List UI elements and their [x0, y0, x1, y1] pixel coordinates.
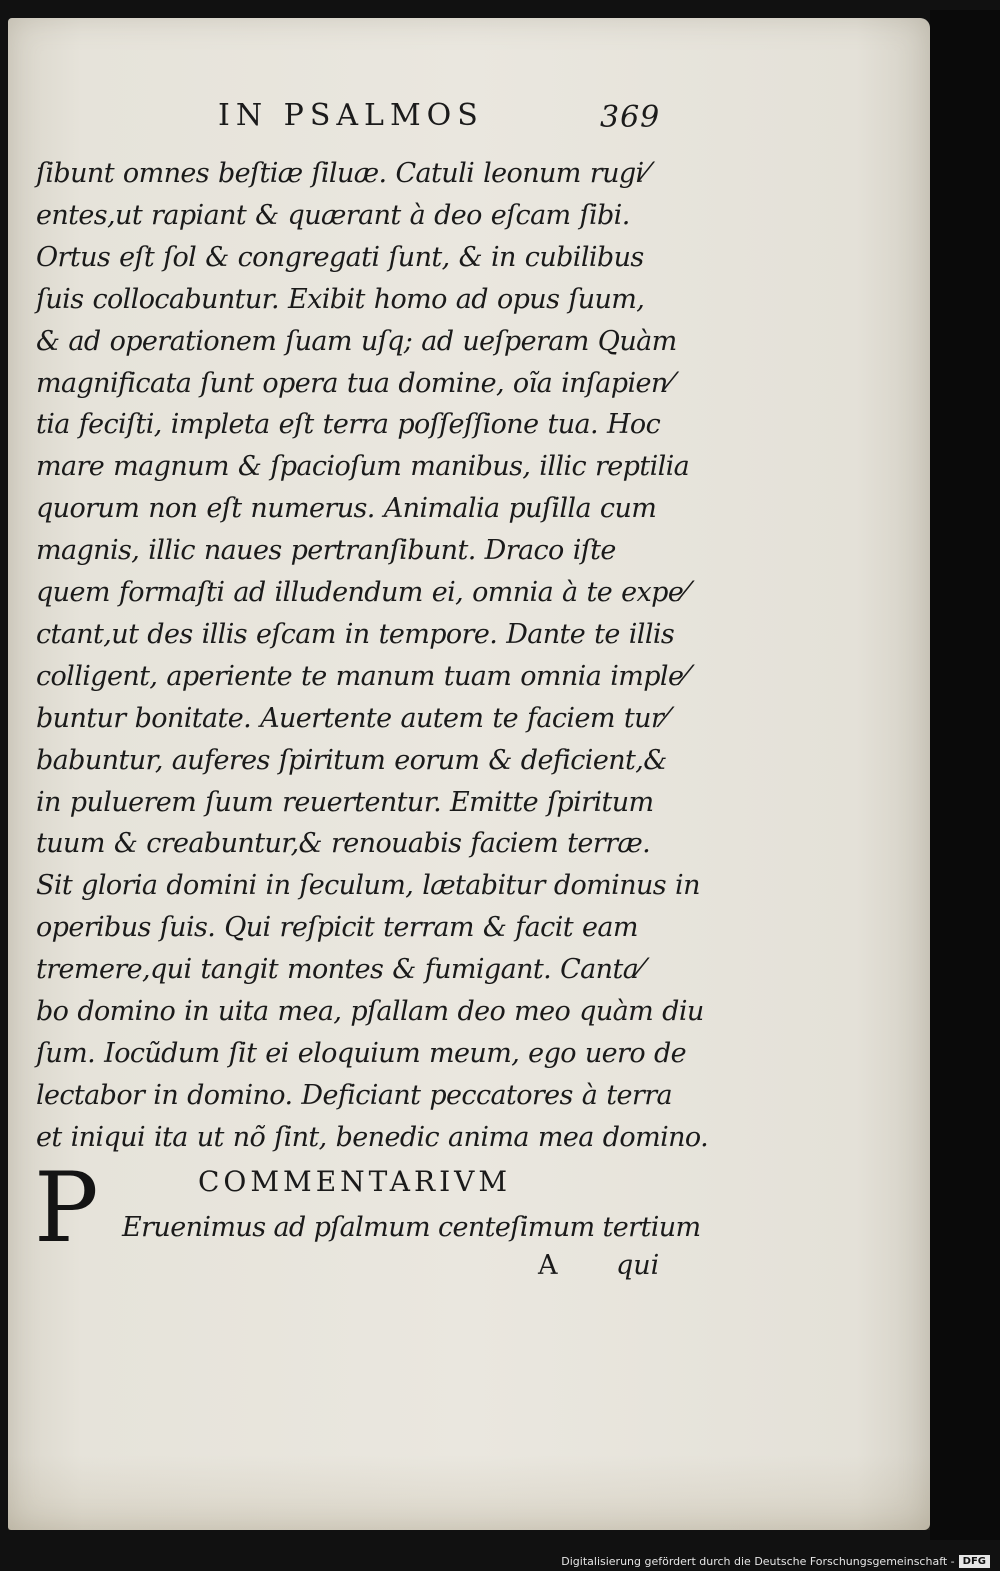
running-head-title: IN PSALMOS	[218, 98, 484, 133]
text-line: & ad operationem ſuam uſq; ad ueſperam Quàm	[36, 325, 677, 357]
digitization-footer	[561, 1555, 990, 1568]
text-line: ſum. Iocũdum ſit ei eloquium meum, ego uero de	[36, 1037, 687, 1069]
signature-mark: A	[538, 1250, 558, 1281]
text-line: tuum & creabuntur,& renouabis faciem terræ.	[36, 828, 651, 860]
text-line: in puluerem ſuum reuertentur. Emitte ſpiritum	[36, 786, 654, 818]
text-line: babuntur, auferes ſpiritum eorum & deficient,&	[36, 744, 667, 776]
text-line: Sit gloria domini in ſeculum, lætabitur dominus in	[36, 870, 700, 902]
text-line: mare magnum & ſpacioſum manibus, illic reptilia	[36, 451, 690, 483]
text-line: et iniqui ita ut nõ ſint, benedic anima mea domino.	[36, 1121, 709, 1153]
text-line: ſibunt omnes beſtiæ ſiluæ. Catuli leonum rugi⁄	[36, 158, 648, 189]
text-line: Ortus eſt ſol & congregati ſunt, & in cubilibus	[36, 241, 644, 273]
catchword: qui	[616, 1250, 660, 1281]
commentary-first-line: Eruenimus ad pſalmum centeſimum tertium	[122, 1212, 701, 1243]
text-line: operibus ſuis. Qui reſpicit terram & facit eam	[36, 912, 638, 944]
scan-dark-margin	[930, 10, 1000, 1540]
dfg-logo: DFG	[959, 1555, 990, 1568]
text-line: buntur bonitate. Auertente autem te faciem tur⁄	[36, 702, 668, 734]
text-line: tia feciſti, impleta eſt terra poſſeſſione tua. Hoc	[36, 409, 661, 441]
text-line: quem formaſti ad illudendum ei, omnia à te expe⁄	[36, 577, 688, 608]
text-line: magnificata ſunt opera tua domine, oĩa inſapien⁄	[36, 367, 672, 399]
page-number: 369	[600, 100, 661, 135]
commentary-heading: COMMENTARIVM	[198, 1165, 512, 1198]
text-line: ctant,ut des illis eſcam in tempore. Dante te illis	[36, 618, 675, 650]
drop-cap: P	[34, 1152, 99, 1264]
text-line: ſuis collocabuntur. Exibit homo ad opus ſuum,	[36, 283, 645, 315]
text-line: bo domino in uita mea, pſallam deo meo quàm diu	[36, 996, 704, 1027]
text-line: tremere,qui tangit montes & fumigant. Canta⁄	[36, 954, 643, 986]
text-line: magnis, illic naues pertranſibunt. Draco iſte	[36, 535, 616, 567]
page-stain	[8, 1455, 930, 1530]
footer-text: Digitalisierung gefördert durch die Deutsche Forschungsgemeinschaft -	[561, 1555, 955, 1568]
text-line: entes,ut rapiant & quærant à deo eſcam ſibi.	[36, 199, 630, 231]
text-line: lectabor in domino. Deficiant peccatores à terra	[36, 1079, 673, 1111]
text-line: quorum non eſt numerus. Animalia puſilla cum	[36, 493, 657, 525]
text-line: colligent, aperiente te manum tuam omnia imple⁄	[36, 660, 688, 692]
